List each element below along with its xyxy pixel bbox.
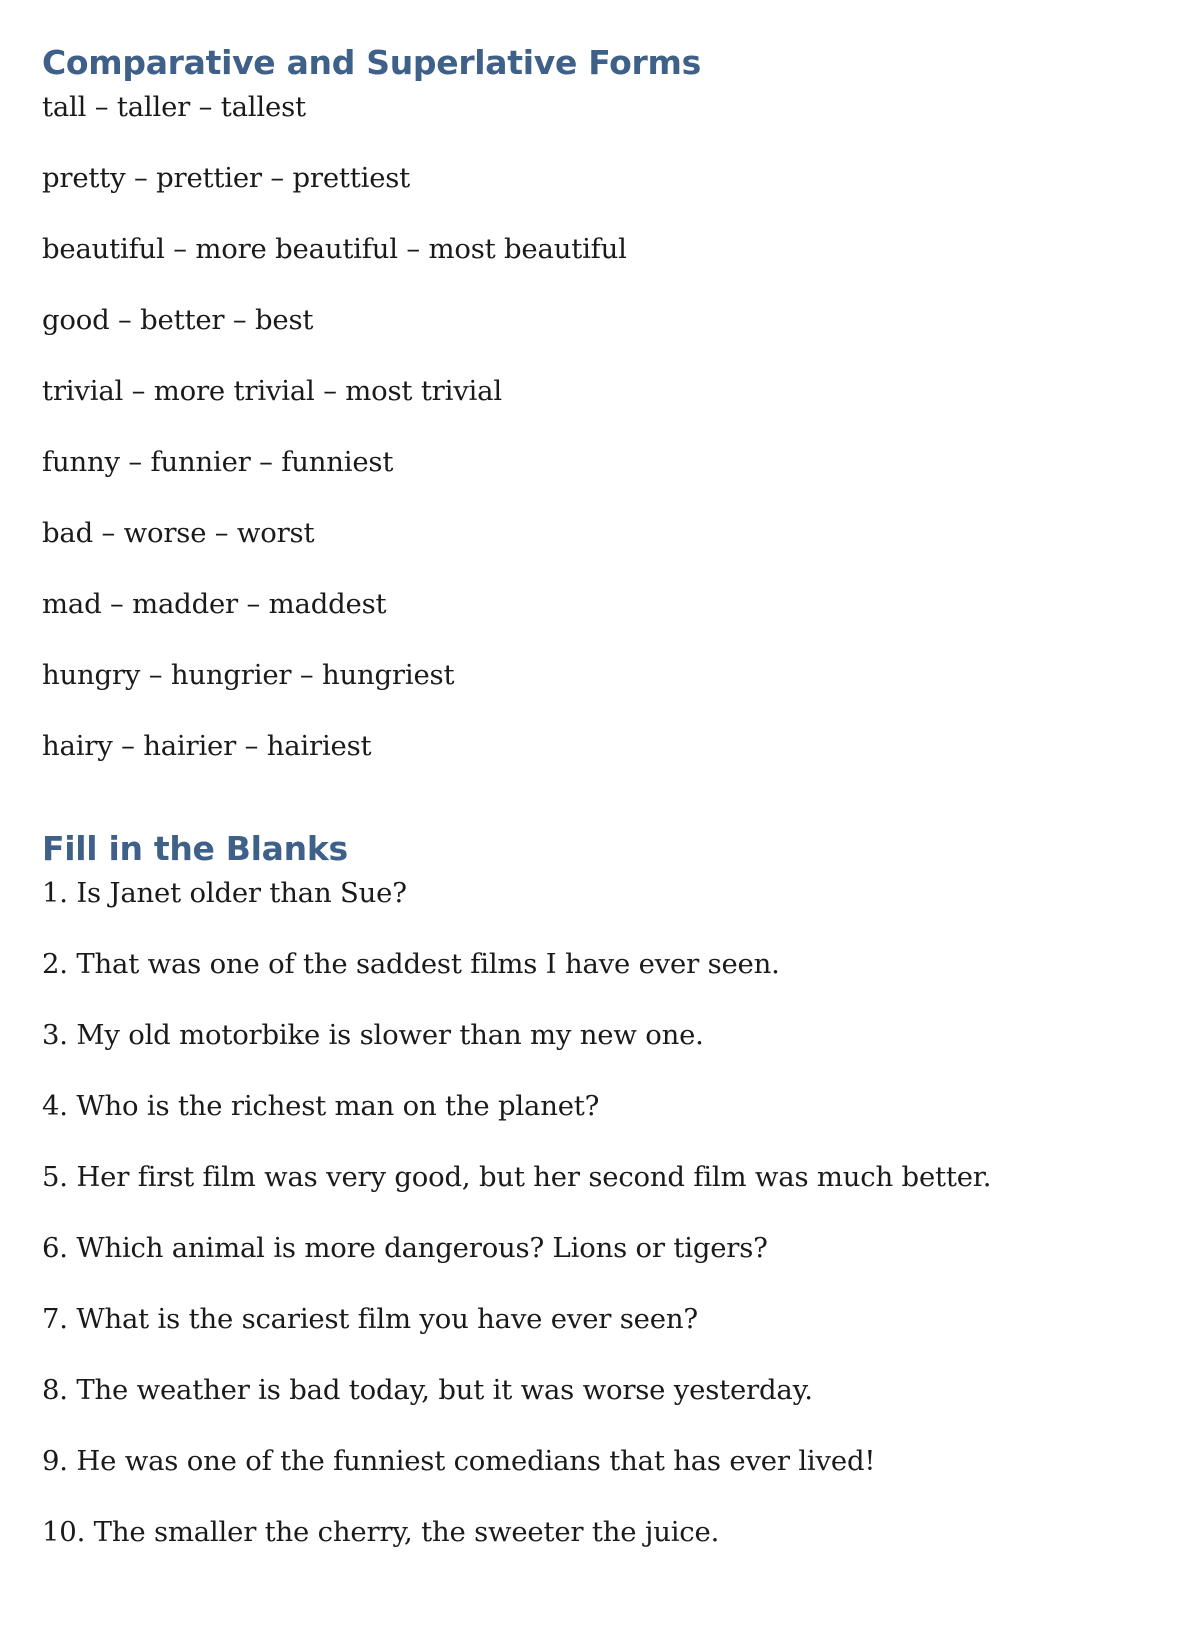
fill-in-the-blanks-list: [42, 876, 1162, 1549]
list-item: bad – worse – worst: [42, 517, 315, 549]
document-page: [42, 0, 1162, 1549]
list-item: beautiful – more beautiful – most beautiful: [42, 233, 627, 265]
list-item: tall – taller – tallest: [42, 91, 306, 123]
list-item: 7. What is the scariest film you have ever seen?: [42, 1303, 698, 1335]
list-item: 2. That was one of the saddest films I have ever seen.: [42, 948, 780, 980]
list-item: 6. Which animal is more dangerous? Lions or tigers?: [42, 1232, 768, 1264]
list-item: trivial – more trivial – most trivial: [42, 375, 502, 407]
list-item: 3. My old motorbike is slower than my new one.: [42, 1019, 704, 1051]
list-item: funny – funnier – funniest: [42, 446, 394, 478]
list-item: 8. The weather is bad today, but it was worse yesterday.: [42, 1374, 813, 1406]
list-item: hairy – hairier – hairiest: [42, 730, 372, 762]
section-heading-fill-in-the-blanks: Fill in the Blanks: [42, 829, 348, 868]
list-item: 10. The smaller the cherry, the sweeter the juice.: [42, 1516, 720, 1548]
list-item: 5. Her first film was very good, but her second film was much better.: [42, 1161, 992, 1193]
comparative-forms-list: [42, 90, 1162, 763]
list-item: 4. Who is the richest man on the planet?: [42, 1090, 600, 1122]
list-item: hungry – hungrier – hungriest: [42, 659, 455, 691]
section-heading-comparative-forms: Comparative and Superlative Forms: [42, 43, 701, 82]
list-item: pretty – prettier – prettiest: [42, 162, 411, 194]
list-item: mad – madder – maddest: [42, 588, 387, 620]
list-item: good – better – best: [42, 304, 314, 336]
list-item: 9. He was one of the funniest comedians that has ever lived!: [42, 1445, 876, 1477]
list-item: 1. Is Janet older than Sue?: [42, 877, 407, 909]
